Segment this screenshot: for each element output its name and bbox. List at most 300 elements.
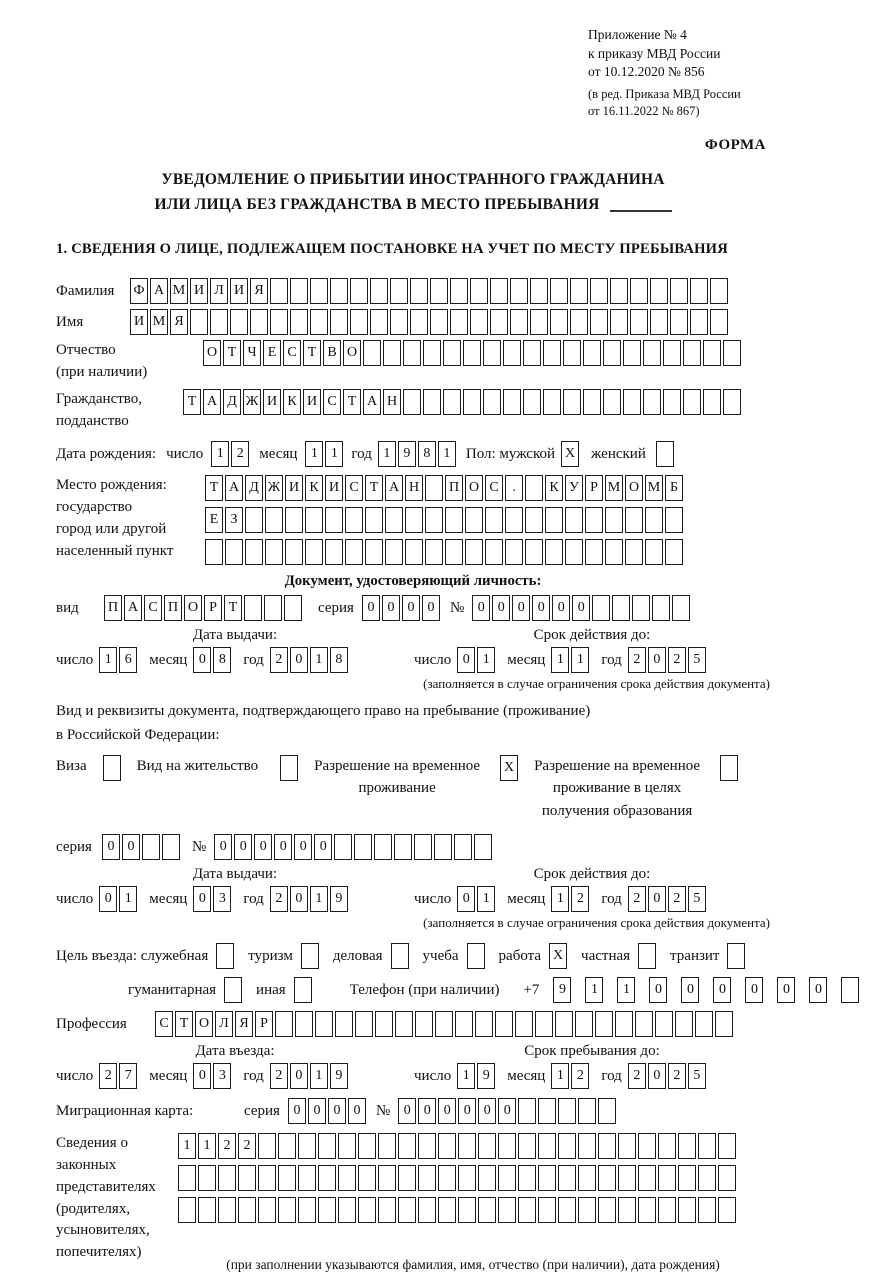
char-cell[interactable] [318,1133,336,1159]
char-cell[interactable] [358,1133,376,1159]
char-cell[interactable]: 1 [585,977,603,1003]
char-cell[interactable]: 0 [713,977,731,1003]
char-cell[interactable] [385,539,403,565]
char-cell[interactable]: Т [343,389,361,415]
char-cell[interactable]: 9 [330,1063,348,1089]
purpose-transit-checkbox[interactable] [727,943,759,969]
char-cell[interactable] [483,389,501,415]
char-cell[interactable] [443,340,461,366]
char-cell[interactable] [423,389,441,415]
char-cell[interactable]: Б [665,475,683,501]
purpose-tourism-checkbox[interactable] [301,943,333,969]
char-cell[interactable]: М [150,309,168,335]
char-cell[interactable]: 1 [571,647,589,673]
char-cell[interactable] [445,507,463,533]
char-cell[interactable]: 8 [213,647,231,673]
char-cell[interactable] [278,1165,296,1191]
char-cell[interactable]: С [144,595,162,621]
char-cell[interactable] [505,539,523,565]
char-cell[interactable] [478,1165,496,1191]
char-cell[interactable] [330,309,348,335]
char-cell[interactable] [518,1098,536,1124]
char-cell[interactable] [423,340,441,366]
char-cell[interactable]: 0 [458,1098,476,1124]
purpose-study-checkbox[interactable] [467,943,499,969]
char-cell[interactable] [525,475,543,501]
char-cell[interactable] [383,340,401,366]
checkbox-cell[interactable] [301,943,319,969]
char-cell[interactable]: 9 [330,886,348,912]
doc-valid-year-input[interactable] [628,647,708,673]
char-cell[interactable] [523,340,541,366]
char-cell[interactable] [585,539,603,565]
char-cell[interactable] [670,278,688,304]
char-cell[interactable] [841,977,859,1003]
char-cell[interactable]: 0 [290,647,308,673]
char-cell[interactable] [498,1165,516,1191]
char-cell[interactable] [498,1197,516,1223]
char-cell[interactable]: 1 [551,647,569,673]
birth-year-input[interactable] [378,441,458,467]
char-cell[interactable] [410,309,428,335]
char-cell[interactable] [638,1133,656,1159]
char-cell[interactable]: 3 [213,886,231,912]
char-cell[interactable] [518,1165,536,1191]
char-cell[interactable]: 0 [809,977,827,1003]
char-cell[interactable] [495,1011,513,1037]
char-cell[interactable] [205,539,223,565]
char-cell[interactable] [463,389,481,415]
char-cell[interactable] [583,389,601,415]
char-cell[interactable] [605,507,623,533]
char-cell[interactable] [142,834,160,860]
char-cell[interactable]: Е [263,340,281,366]
checkbox-cell[interactable]: X [549,943,567,969]
char-cell[interactable] [335,1011,353,1037]
char-cell[interactable]: И [230,278,248,304]
char-cell[interactable] [645,507,663,533]
char-cell[interactable]: З [225,507,243,533]
char-cell[interactable] [445,539,463,565]
char-cell[interactable] [498,1133,516,1159]
char-cell[interactable]: М [605,475,623,501]
char-cell[interactable]: И [285,475,303,501]
char-cell[interactable] [598,1098,616,1124]
char-cell[interactable] [178,1165,196,1191]
char-cell[interactable] [315,1011,333,1037]
char-cell[interactable] [425,475,443,501]
char-cell[interactable] [643,389,661,415]
checkbox-cell[interactable] [280,755,298,781]
char-cell[interactable]: П [445,475,463,501]
char-cell[interactable] [358,1165,376,1191]
char-cell[interactable] [325,507,343,533]
char-cell[interactable]: 0 [234,834,252,860]
char-cell[interactable]: 5 [688,647,706,673]
char-cell[interactable] [398,1165,416,1191]
char-cell[interactable] [414,834,432,860]
char-cell[interactable] [350,278,368,304]
visa-checkbox[interactable] [93,755,123,781]
birth-day-input[interactable] [211,441,251,467]
char-cell[interactable] [310,309,328,335]
char-cell[interactable] [238,1197,256,1223]
char-cell[interactable] [425,539,443,565]
char-cell[interactable]: 0 [648,886,666,912]
char-cell[interactable] [563,340,581,366]
char-cell[interactable] [465,507,483,533]
char-cell[interactable] [285,507,303,533]
char-cell[interactable]: 1 [457,1063,475,1089]
char-cell[interactable]: 0 [572,595,590,621]
char-cell[interactable]: 0 [193,1063,211,1089]
char-cell[interactable] [410,278,428,304]
char-cell[interactable]: 0 [348,1098,366,1124]
char-cell[interactable]: 5 [688,886,706,912]
char-cell[interactable]: У [565,475,583,501]
char-cell[interactable] [258,1165,276,1191]
checkbox-cell[interactable] [656,441,674,467]
char-cell[interactable] [458,1165,476,1191]
char-cell[interactable]: 8 [330,647,348,673]
char-cell[interactable]: 2 [571,1063,589,1089]
char-cell[interactable] [385,507,403,533]
temp-permit-checkbox[interactable] [490,755,520,781]
char-cell[interactable] [238,1165,256,1191]
char-cell[interactable]: Н [383,389,401,415]
char-cell[interactable] [318,1165,336,1191]
char-cell[interactable]: 2 [270,1063,288,1089]
char-cell[interactable]: О [625,475,643,501]
patronymic-input[interactable] [203,340,743,366]
char-cell[interactable] [710,309,728,335]
char-cell[interactable] [162,834,180,860]
char-cell[interactable] [698,1165,716,1191]
doc-type-input[interactable] [104,595,304,621]
char-cell[interactable] [334,834,352,860]
char-cell[interactable]: 2 [270,647,288,673]
char-cell[interactable] [543,389,561,415]
char-cell[interactable] [375,1011,393,1037]
char-cell[interactable] [418,1165,436,1191]
char-cell[interactable] [450,278,468,304]
char-cell[interactable]: 1 [477,886,495,912]
char-cell[interactable] [370,278,388,304]
char-cell[interactable] [490,278,508,304]
char-cell[interactable] [354,834,372,860]
name-input[interactable] [130,309,730,335]
char-cell[interactable]: 0 [498,1098,516,1124]
representatives-input-row2[interactable] [178,1165,768,1191]
char-cell[interactable] [538,1098,556,1124]
char-cell[interactable] [630,278,648,304]
char-cell[interactable] [365,507,383,533]
char-cell[interactable]: Р [585,475,603,501]
char-cell[interactable] [338,1197,356,1223]
char-cell[interactable] [318,1197,336,1223]
char-cell[interactable] [525,539,543,565]
char-cell[interactable]: 0 [398,1098,416,1124]
char-cell[interactable] [565,539,583,565]
char-cell[interactable] [298,1165,316,1191]
char-cell[interactable] [278,1197,296,1223]
permit-issue-year-input[interactable] [270,886,350,912]
char-cell[interactable]: А [363,389,381,415]
char-cell[interactable]: 9 [477,1063,495,1089]
char-cell[interactable]: С [155,1011,173,1037]
char-cell[interactable] [435,1011,453,1037]
char-cell[interactable] [655,1011,673,1037]
entry-year-input[interactable] [270,1063,350,1089]
char-cell[interactable]: 1 [198,1133,216,1159]
char-cell[interactable] [575,1011,593,1037]
char-cell[interactable] [518,1197,536,1223]
char-cell[interactable] [490,309,508,335]
purpose-business-checkbox[interactable] [391,943,423,969]
char-cell[interactable] [538,1133,556,1159]
char-cell[interactable]: 2 [628,1063,646,1089]
char-cell[interactable]: 0 [438,1098,456,1124]
char-cell[interactable]: 1 [119,886,137,912]
char-cell[interactable]: 0 [649,977,667,1003]
char-cell[interactable] [598,1165,616,1191]
char-cell[interactable] [284,595,302,621]
char-cell[interactable] [363,340,381,366]
char-cell[interactable]: 0 [308,1098,326,1124]
char-cell[interactable] [632,595,650,621]
checkbox-cell[interactable]: X [561,441,579,467]
profession-input[interactable] [155,1011,735,1037]
checkbox-cell[interactable] [103,755,121,781]
char-cell[interactable] [298,1197,316,1223]
char-cell[interactable]: 1 [325,441,343,467]
char-cell[interactable]: Ж [243,389,261,415]
char-cell[interactable] [478,1197,496,1223]
char-cell[interactable]: 0 [648,1063,666,1089]
char-cell[interactable] [558,1133,576,1159]
char-cell[interactable] [230,309,248,335]
char-cell[interactable] [338,1133,356,1159]
char-cell[interactable] [458,1133,476,1159]
char-cell[interactable] [438,1197,456,1223]
char-cell[interactable] [683,389,701,415]
char-cell[interactable]: 0 [290,1063,308,1089]
char-cell[interactable] [555,1011,573,1037]
char-cell[interactable] [454,834,472,860]
char-cell[interactable]: С [283,340,301,366]
char-cell[interactable] [590,309,608,335]
char-cell[interactable]: 0 [478,1098,496,1124]
char-cell[interactable] [370,309,388,335]
migration-series-input[interactable] [288,1098,368,1124]
char-cell[interactable] [538,1197,556,1223]
char-cell[interactable] [723,389,741,415]
char-cell[interactable] [178,1197,196,1223]
char-cell[interactable]: Т [183,389,201,415]
char-cell[interactable] [590,278,608,304]
char-cell[interactable]: И [263,389,281,415]
char-cell[interactable] [545,539,563,565]
char-cell[interactable]: 0 [382,595,400,621]
stay-day-input[interactable] [457,1063,497,1089]
char-cell[interactable] [578,1197,596,1223]
char-cell[interactable] [530,309,548,335]
char-cell[interactable]: 1 [310,1063,328,1089]
entry-day-input[interactable] [99,1063,139,1089]
char-cell[interactable] [672,595,690,621]
stay-month-input[interactable] [551,1063,591,1089]
char-cell[interactable] [245,507,263,533]
char-cell[interactable]: Я [170,309,188,335]
char-cell[interactable] [345,507,363,533]
char-cell[interactable] [390,309,408,335]
char-cell[interactable]: Т [365,475,383,501]
phone-input[interactable] [553,977,873,1003]
char-cell[interactable] [403,389,421,415]
char-cell[interactable]: 2 [628,886,646,912]
char-cell[interactable]: 0 [648,647,666,673]
char-cell[interactable] [718,1197,736,1223]
char-cell[interactable] [663,340,681,366]
char-cell[interactable]: 2 [99,1063,117,1089]
char-cell[interactable] [470,278,488,304]
char-cell[interactable]: 0 [418,1098,436,1124]
char-cell[interactable]: 0 [457,647,475,673]
char-cell[interactable] [463,340,481,366]
char-cell[interactable] [658,1197,676,1223]
char-cell[interactable]: Р [255,1011,273,1037]
permit-issue-day-input[interactable] [99,886,139,912]
char-cell[interactable]: К [545,475,563,501]
char-cell[interactable]: 1 [438,441,456,467]
char-cell[interactable] [218,1165,236,1191]
char-cell[interactable] [250,309,268,335]
char-cell[interactable] [678,1197,696,1223]
char-cell[interactable] [365,539,383,565]
char-cell[interactable] [258,1197,276,1223]
char-cell[interactable] [483,340,501,366]
checkbox-cell[interactable] [391,943,409,969]
char-cell[interactable]: Я [250,278,268,304]
char-cell[interactable] [650,309,668,335]
char-cell[interactable] [470,309,488,335]
char-cell[interactable]: А [203,389,221,415]
purpose-private-checkbox[interactable] [638,943,670,969]
char-cell[interactable] [538,1165,556,1191]
char-cell[interactable] [550,309,568,335]
char-cell[interactable]: И [303,389,321,415]
char-cell[interactable] [550,278,568,304]
char-cell[interactable] [715,1011,733,1037]
char-cell[interactable]: 9 [553,977,571,1003]
purpose-work-checkbox[interactable] [549,943,581,969]
char-cell[interactable]: О [343,340,361,366]
representatives-input-row3[interactable] [178,1197,768,1223]
char-cell[interactable]: В [323,340,341,366]
char-cell[interactable] [258,1133,276,1159]
permit-number-input[interactable] [214,834,494,860]
char-cell[interactable] [618,1197,636,1223]
doc-valid-month-input[interactable] [551,647,591,673]
char-cell[interactable] [703,340,721,366]
char-cell[interactable] [245,539,263,565]
char-cell[interactable] [378,1165,396,1191]
char-cell[interactable]: А [225,475,243,501]
checkbox-cell[interactable] [294,977,312,1003]
char-cell[interactable]: 0 [777,977,795,1003]
char-cell[interactable] [718,1133,736,1159]
char-cell[interactable] [418,1133,436,1159]
char-cell[interactable]: П [104,595,122,621]
char-cell[interactable]: Р [204,595,222,621]
permit-series-input[interactable] [102,834,182,860]
char-cell[interactable] [475,1011,493,1037]
char-cell[interactable] [610,309,628,335]
char-cell[interactable] [698,1133,716,1159]
char-cell[interactable] [405,507,423,533]
char-cell[interactable] [198,1197,216,1223]
char-cell[interactable] [218,1197,236,1223]
char-cell[interactable] [635,1011,653,1037]
char-cell[interactable] [325,539,343,565]
char-cell[interactable]: 0 [254,834,272,860]
sex-female-checkbox[interactable] [656,441,676,467]
char-cell[interactable]: 0 [362,595,380,621]
char-cell[interactable] [595,1011,613,1037]
char-cell[interactable]: 1 [617,977,635,1003]
entry-month-input[interactable] [193,1063,233,1089]
char-cell[interactable] [398,1197,416,1223]
char-cell[interactable]: 2 [231,441,249,467]
char-cell[interactable] [515,1011,533,1037]
char-cell[interactable]: 0 [745,977,763,1003]
char-cell[interactable]: И [130,309,148,335]
char-cell[interactable] [598,1197,616,1223]
char-cell[interactable]: 0 [193,886,211,912]
checkbox-cell[interactable] [224,977,242,1003]
char-cell[interactable]: 2 [270,886,288,912]
char-cell[interactable]: 1 [551,1063,569,1089]
doc-issue-year-input[interactable] [270,647,350,673]
char-cell[interactable] [298,1133,316,1159]
char-cell[interactable] [295,1011,313,1037]
residence-permit-checkbox[interactable] [270,755,300,781]
char-cell[interactable] [558,1165,576,1191]
char-cell[interactable]: А [385,475,403,501]
char-cell[interactable] [690,309,708,335]
char-cell[interactable] [305,507,323,533]
char-cell[interactable] [378,1133,396,1159]
char-cell[interactable]: 1 [310,886,328,912]
char-cell[interactable] [358,1197,376,1223]
char-cell[interactable]: 0 [290,886,308,912]
char-cell[interactable] [225,539,243,565]
char-cell[interactable]: Т [224,595,242,621]
char-cell[interactable]: Е [205,507,223,533]
char-cell[interactable] [415,1011,433,1037]
char-cell[interactable] [543,340,561,366]
char-cell[interactable] [443,389,461,415]
char-cell[interactable]: Т [175,1011,193,1037]
char-cell[interactable] [418,1197,436,1223]
char-cell[interactable] [610,278,628,304]
char-cell[interactable] [474,834,492,860]
char-cell[interactable]: К [283,389,301,415]
char-cell[interactable]: 2 [628,647,646,673]
char-cell[interactable] [190,309,208,335]
permit-valid-year-input[interactable] [628,886,708,912]
char-cell[interactable]: 0 [492,595,510,621]
